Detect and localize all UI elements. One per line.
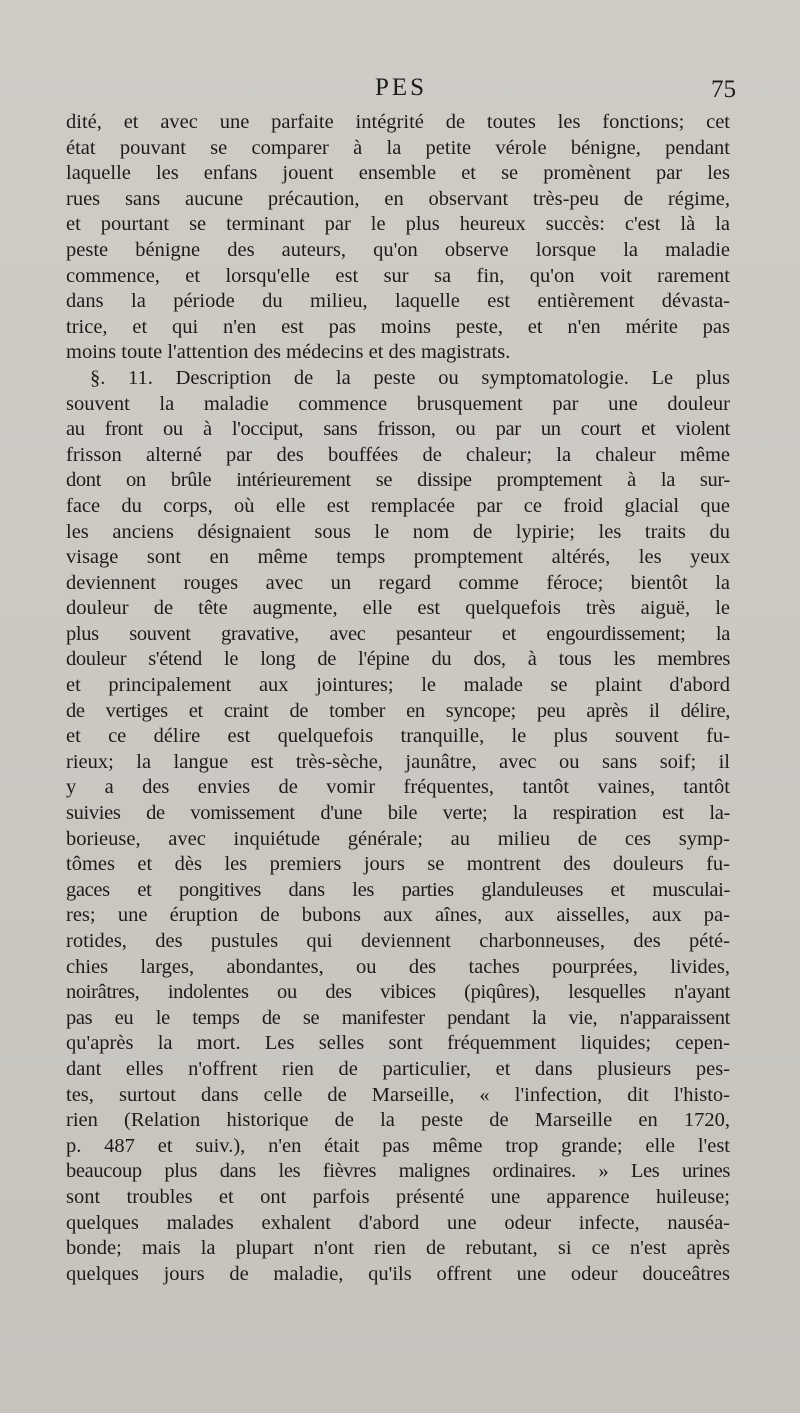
text-line: douleur de tête augmente, elle est quelquefois très aiguë, le bbox=[66, 597, 730, 620]
text-line: rieux; la langue est très-sèche, jaunâtre, avec ou sans soif; il bbox=[66, 750, 730, 773]
text-line: beaucoup plus dans les fièvres malignes ordinaires. » Les urines bbox=[66, 1160, 730, 1183]
text-line: rues sans aucune précaution, en observant très-peu de régime, bbox=[66, 187, 730, 210]
text-line: quelques jours de maladie, qu'ils offrent une odeur douceâtres bbox=[66, 1262, 730, 1285]
text-line: dans la période du milieu, laquelle est entièrement dévasta- bbox=[66, 290, 730, 313]
text-line: et pourtant se terminant par le plus heureux succès: c'est là la bbox=[66, 213, 730, 236]
text-line: dont on brûle intérieurement se dissipe promptement à la sur- bbox=[66, 469, 730, 492]
running-head: PES bbox=[374, 74, 428, 101]
text-line: état pouvant se comparer à la petite vérole bénigne, pendant bbox=[66, 136, 730, 159]
text-line: laquelle les enfans jouent ensemble et se promènent par les bbox=[66, 162, 730, 185]
text-line: trice, et qui n'en est pas moins peste, et n'en mérite pas bbox=[66, 315, 730, 338]
text-line: qu'après la mort. Les selles sont fréquemment liquides; cepen- bbox=[66, 1032, 730, 1055]
text-line: p. 487 et suiv.), n'en était pas même trop grande; elle l'est bbox=[66, 1134, 730, 1157]
text-line: rotides, des pustules qui deviennent charbonneuses, des pété- bbox=[66, 930, 730, 952]
text-line: plus souvent gravative, avec pesanteur et engourdissement; la bbox=[66, 622, 730, 645]
page-number: 75 bbox=[711, 76, 736, 103]
text-line: visage sont en même temps promptement altérés, les yeux bbox=[66, 546, 730, 569]
text-line: suivies de vomissement d'une bile verte; la respiration est la- bbox=[66, 802, 730, 825]
body-text bbox=[66, 110, 730, 1287]
text-line: bonde; mais la plupart n'ont rien de rebutant, si ce n'est après bbox=[66, 1237, 730, 1260]
text-line: pas eu le temps de se manifester pendant la vie, n'apparaissent bbox=[66, 1006, 730, 1029]
text-line: quelques malades exhalent d'abord une odeur infecte, nauséa- bbox=[66, 1211, 730, 1234]
text-line: chies larges, abondantes, ou des taches pourprées, livides, bbox=[66, 955, 730, 978]
text-line: peste bénigne des auteurs, qu'on observe lorsque la maladie bbox=[66, 238, 730, 261]
text-line: deviennent rouges avec un regard comme féroce; bientôt la bbox=[66, 571, 730, 594]
text-line: frisson alterné par des bouffées de chaleur; la chaleur même bbox=[66, 443, 730, 466]
text-line: et principalement aux jointures; le malade se plaint d'abord bbox=[66, 674, 730, 697]
text-line: douleur s'étend le long de l'épine du dos, à tous les membres bbox=[66, 648, 730, 671]
text-line: tômes et dès les premiers jours se montrent des douleurs fu- bbox=[66, 853, 730, 876]
text-line: y a des envies de vomir fréquentes, tantôt vaines, tantôt bbox=[66, 776, 730, 799]
text-line: souvent la maladie commence brusquement par une douleur bbox=[66, 392, 730, 415]
page-header bbox=[66, 74, 736, 108]
text-line: face du corps, où elle est remplacée par ce froid glacial que bbox=[66, 494, 730, 517]
section-heading-line: §. 11. Description de la peste ou symptomatologie. Le plus bbox=[90, 366, 730, 389]
text-line: noirâtres, indolentes ou des vibices (piqûres), lesquelles n'ayant bbox=[66, 981, 730, 1004]
text-line: dité, et avec une parfaite intégrité de toutes les fonctions; cet bbox=[66, 111, 730, 133]
text-line: de vertiges et craint de tomber en syncope; peu après il délire, bbox=[66, 699, 730, 722]
text-line: moins toute l'attention des médecins et des magistrats. bbox=[66, 341, 511, 364]
text-line: rien (Relation historique de la peste de Marseille en 1720, bbox=[66, 1109, 730, 1132]
text-line: commence, et lorsqu'elle est sur sa fin, qu'on voit rarement bbox=[66, 264, 730, 287]
text-line: et ce délire est quelquefois tranquille, le plus souvent fu- bbox=[66, 725, 730, 748]
text-line: res; une éruption de bubons aux aînes, aux aisselles, aux pa- bbox=[66, 904, 730, 927]
text-line: sont troubles et ont parfois présenté une apparence huileuse; bbox=[66, 1185, 730, 1208]
text-line: gaces et pongitives dans les parties glanduleuses et musculai- bbox=[66, 878, 730, 901]
text-line: les anciens désignaient sous le nom de lypirie; les traits du bbox=[66, 520, 730, 543]
text-line: borieuse, avec inquiétude générale; au milieu de ces symp- bbox=[66, 827, 730, 850]
text-line: au front ou à l'occiput, sans frisson, ou par un court et violent bbox=[66, 418, 730, 441]
text-line: dant elles n'offrent rien de particulier, et dans plusieurs pes- bbox=[66, 1057, 730, 1080]
text-line: tes, surtout dans celle de Marseille, « l'infection, dit l'histo- bbox=[66, 1083, 730, 1106]
